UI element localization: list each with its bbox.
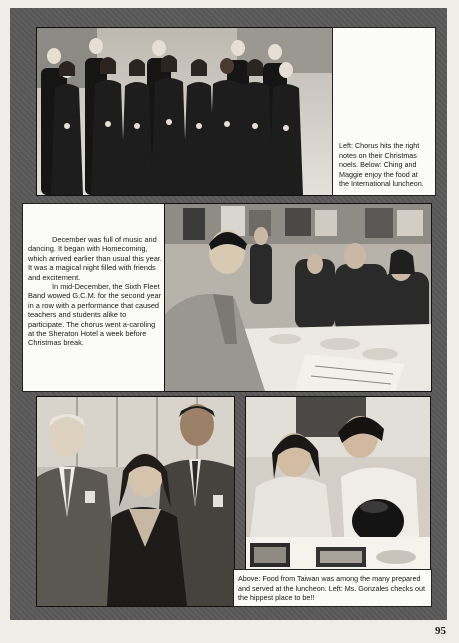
story-text <box>28 235 162 348</box>
luncheon-photo <box>164 203 432 392</box>
taiwan-food-photo <box>245 396 431 571</box>
story-paragraph-1: December was full of music and dancing. It began with Homecoming, which arrived earlier than usual this year. It was a magical night filled with friends and excitement. <box>28 235 162 282</box>
taiwan-caption: Above: Food from Taiwan was among the many prepared and served at the luncheon. Left: Ms. Gonzales checks out the hippest place to be!! <box>238 574 425 603</box>
gonzales-photo <box>36 396 235 607</box>
chorus-photo <box>36 27 334 196</box>
chorus-caption: Left: Chorus hits the right notes on their Christmas noels. Below: Ching and Maggie enjoy the food at the International luncheon. <box>339 141 424 189</box>
story-paragraph-2: In mid-December, the Sixth Fleet Band wowed G.C.M. for the second year in a row with a performance that caused teachers and students alike to participate. The chorus went a-caroling at the Sheraton Hotel a week before Christmas break. <box>28 282 162 348</box>
page-number: 95 <box>435 625 446 637</box>
